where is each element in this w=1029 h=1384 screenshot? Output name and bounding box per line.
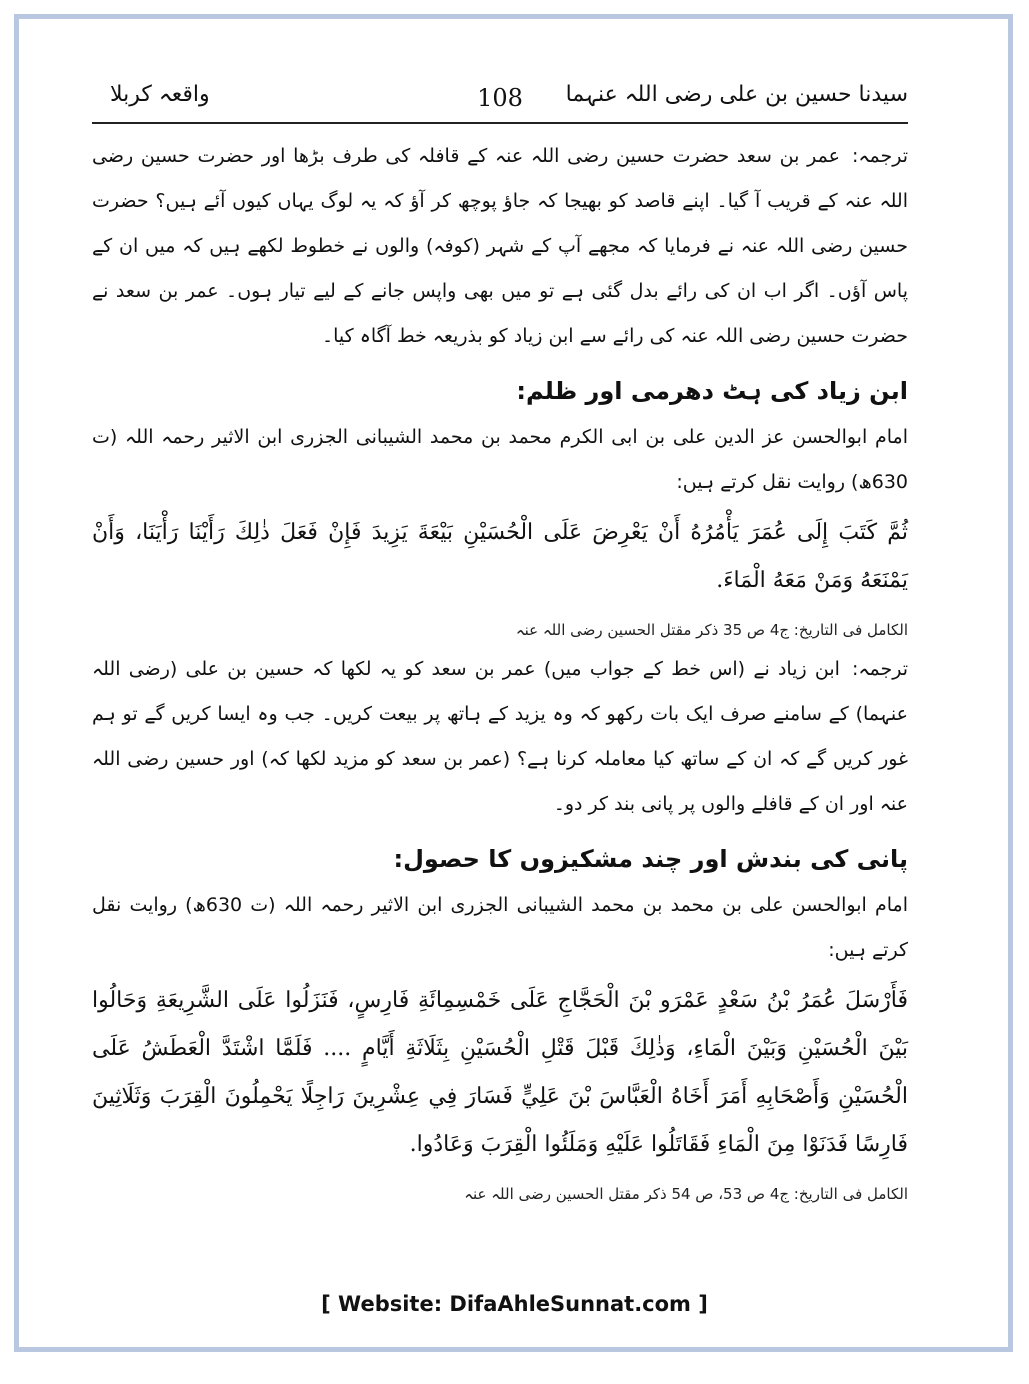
- source-reference-1: الکامل فی التاریخ: ج4 ص 35 ذکر مقتل الحسین رضی اللہ عنہ: [515, 621, 908, 639]
- page-header: [92, 70, 908, 124]
- arabic-quote-1: ثُمَّ كَتَبَ إِلَى عُمَرَ يَأْمُرُهُ أَنْ يَعْرِضَ عَلَى الْحُسَيْنِ بَيْعَةَ يَزِيدَ فَإِنْ فَعَلَ ذٰلِكَ رَأَيْنَا رَأْيَنَا، وَأَنْ يَمْنَعَهُ وَمَنْ مَعَهُ الْمَاءَ.: [92, 520, 908, 593]
- chapter-title: واقعہ کربلا: [110, 82, 210, 107]
- book-title: سیدنا حسین بن علی رضی اللہ عنہما: [565, 82, 908, 107]
- translation-label-2: ترجمہ:: [851, 658, 908, 680]
- narration-intro-2: امام ابوالحسن علی بن محمد بن محمد الشیبانی الجزری ابن الاثیر رحمہ اللہ (ت 630ھ) روایت نقل کرتے ہیں:: [92, 894, 908, 961]
- translation-paragraph-1: [92, 134, 908, 359]
- translation-text-2: ابن زیاد نے (اس خط کے جواب میں) عمر بن سعد کو یہ لکھا کہ حسین بن علی (رضی اللہ عنہما) کے سامنے صرف ایک بات رکھو کہ وہ یزید کے ہاتھ پر بیعت کریں۔ جب وہ ایسا کریں گے تو ہم غور کریں گے کہ ان کے ساتھ کیا معاملہ کرنا ہے؟ (عمر بن سعد کو مزید لکھا کہ) اور حسین رضی اللہ عنہ اور ان کے قافلے والوں پر پانی بند کر دو۔: [92, 658, 908, 815]
- page-number: 108: [477, 84, 523, 112]
- section-heading-1: ابن زیاد کی ہٹ دھرمی اور ظلم:: [516, 377, 908, 405]
- source-reference-2: الکامل فی التاریخ: ج4 ص 53، ص 54 ذکر مقتل الحسین رضی اللہ عنہ: [464, 1185, 908, 1203]
- page-content: [92, 70, 908, 1211]
- website-footer: [ Website: DifaAhleSunnat.com ]: [321, 1292, 708, 1316]
- translation-label: ترجمہ:: [851, 145, 908, 167]
- arabic-quote-2: فَأَرْسَلَ عُمَرُ بْنُ سَعْدٍ عَمْرَو بْنَ الْحَجَّاجِ عَلَى خَمْسِمِائَةِ فَارِسٍ، فَنَزَلُوا عَلَى الشَّرِيعَةِ وَحَالُوا بَيْنَ الْحُسَيْنِ وَبَيْنَ الْمَاءِ، وَذٰلِكَ قَبْلَ قَتْلِ الْحُسَيْنِ بِثَلَاثَةِ أَيَّامٍ .... فَلَمَّا اشْتَدَّ الْعَطَشُ عَلَى الْحُسَيْنِ وَأَصْحَابِهِ أَمَرَ أَخَاهُ الْعَبَّاسَ بْنَ عَلِيٍّ فَسَارَ فِي عِشْرِينَ رَاجِلًا يَحْمِلُونَ الْقِرَبَ وَثَلَاثِينَ فَارِسًا فَدَنَوْا مِنَ الْمَاءِ فَقَاتَلُوا عَلَيْهِ وَمَلَئُوا الْقِرَبَ وَعَادُوا.: [92, 988, 908, 1157]
- narration-intro-1: امام ابوالحسن عز الدین علی بن ابی الکرم محمد بن محمد الشیبانی الجزری ابن الاثیر رحمہ اللہ (ت 630ھ) روایت نقل کرتے ہیں:: [92, 426, 908, 493]
- translation-paragraph-2: [92, 647, 908, 827]
- translation-text-1: عمر بن سعد حضرت حسین رضی اللہ عنہ کے قافلہ کی طرف بڑھا اور حضرت حسین رضی اللہ عنہ کے قریب آ گیا۔ اپنے قاصد کو بھیجا کہ جاؤ پوچھ کر آؤ کہ یہ لوگ یہاں کیوں آئے ہیں؟ حضرت حسین رضی اللہ عنہ نے فرمایا کہ مجھے آپ کے شہر (کوفہ) والوں نے خطوط لکھے ہیں کہ میں ان کے پاس آؤں۔ اگر اب ان کی رائے بدل گئی ہے تو میں بھی واپس جانے کے لیے تیار ہوں۔ عمر بن سعد نے حضرت حسین رضی اللہ عنہ کی رائے سے ابن زیاد کو بذریعہ خط آگاہ کیا۔: [92, 145, 908, 347]
- section-heading-2: پانی کی بندش اور چند مشکیزوں کا حصول:: [393, 845, 908, 873]
